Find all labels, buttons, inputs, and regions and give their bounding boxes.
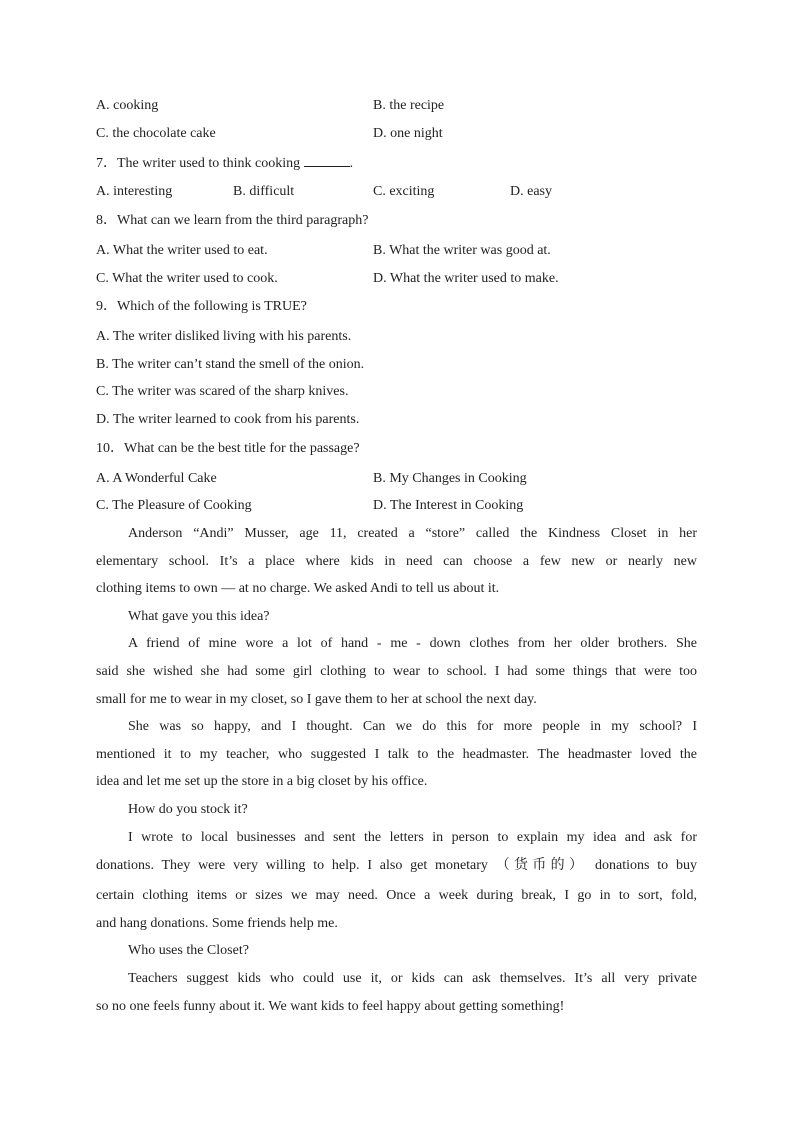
interview-question: What gave you this idea?: [128, 609, 270, 624]
passage-p3-line: She was so happy, and I thought. Can we do this for more people in my school? I: [128, 719, 697, 734]
passage-p4-line: I wrote to local businesses and sent the letters in person to explain my idea and ask for: [128, 830, 697, 845]
passage-p4-line: and hang donations. Some friends help me.: [96, 916, 338, 931]
passage-p2-line: A friend of mine wore a lot of hand - me - down clothes from her older brothers. She: [128, 636, 697, 651]
q9-option-d: D. The writer learned to cook from his parents.: [96, 412, 360, 427]
q8-stem: 8．What can we learn from the third paragraph?: [96, 213, 369, 228]
q9-option-c: C. The writer was scared of the sharp knives.: [96, 384, 349, 399]
q8-option-a: A. What the writer used to eat.: [96, 243, 268, 258]
q10-stem: 10．What can be the best title for the passage?: [96, 441, 360, 456]
q9-option-a: A. The writer disliked living with his parents.: [96, 329, 352, 344]
q10-option-a: A. A Wonderful Cake: [96, 471, 217, 486]
passage-p1-line: Anderson “Andi” Musser, age 11, created a “store” called the Kindness Closet in her: [128, 526, 697, 541]
q7-stem: [96, 153, 353, 173]
q7-option-c: C. exciting: [373, 184, 435, 199]
q9-option-b: B. The writer can’t stand the smell of the onion.: [96, 357, 365, 372]
q7-option-a: A. interesting: [96, 184, 173, 199]
passage-p5-line: Teachers suggest kids who could use it, or kids can ask themselves. It’s all very private: [128, 971, 697, 986]
q6-option-d: D. one night: [373, 126, 443, 141]
q7-option-b: B. difficult: [233, 184, 295, 199]
q10-option-c: C. The Pleasure of Cooking: [96, 498, 252, 513]
q7-stem-end: .: [349, 156, 354, 171]
q6-option-b: B. the recipe: [373, 98, 445, 113]
passage-p4-line: donations. They were very willing to help. I also get monetary （货币的） donations to buy: [96, 858, 697, 873]
interview-question: Who uses the Closet?: [128, 943, 249, 958]
interview-question: How do you stock it?: [128, 802, 248, 817]
q10-option-d: D. The Interest in Cooking: [373, 498, 524, 513]
q8-option-d: D. What the writer used to make.: [373, 271, 559, 286]
q7-option-d: D. easy: [510, 184, 552, 199]
answer-blank: [304, 153, 350, 167]
passage-p3-line: idea and let me set up the store in a big closet by his office.: [96, 774, 428, 789]
passage-p5-line: so no one feels funny about it. We want kids to feel happy about getting something!: [96, 999, 565, 1014]
passage-p4-line: certain clothing items or sizes we may need. Once a week during break, I go in to sort, fold,: [96, 888, 697, 903]
passage-p3-line: mentioned it to my teacher, who suggested I talk to the headmaster. The headmaster loved the: [96, 747, 697, 762]
q8-option-b: B. What the writer was good at.: [373, 243, 551, 258]
q10-option-b: B. My Changes in Cooking: [373, 471, 527, 486]
passage-p1-line: clothing items to own — at no charge. We asked Andi to tell us about it.: [96, 581, 500, 596]
q9-stem: 9．Which of the following is TRUE?: [96, 299, 307, 314]
passage-p2-line: said she wished she had some girl clothing to wear to school. I had some things that were too: [96, 664, 697, 679]
q6-option-c: C. the chocolate cake: [96, 126, 216, 141]
passage-p2-line: small for me to wear in my closet, so I gave them to her at school the next day.: [96, 692, 537, 707]
passage-p1-line: elementary school. It’s a place where kids in need can choose a few new or nearly new: [96, 554, 697, 569]
q7-stem-text: 7．The writer used to think cooking: [96, 156, 304, 171]
q6-option-a: A. cooking: [96, 98, 159, 113]
q8-option-c: C. What the writer used to cook.: [96, 271, 278, 286]
